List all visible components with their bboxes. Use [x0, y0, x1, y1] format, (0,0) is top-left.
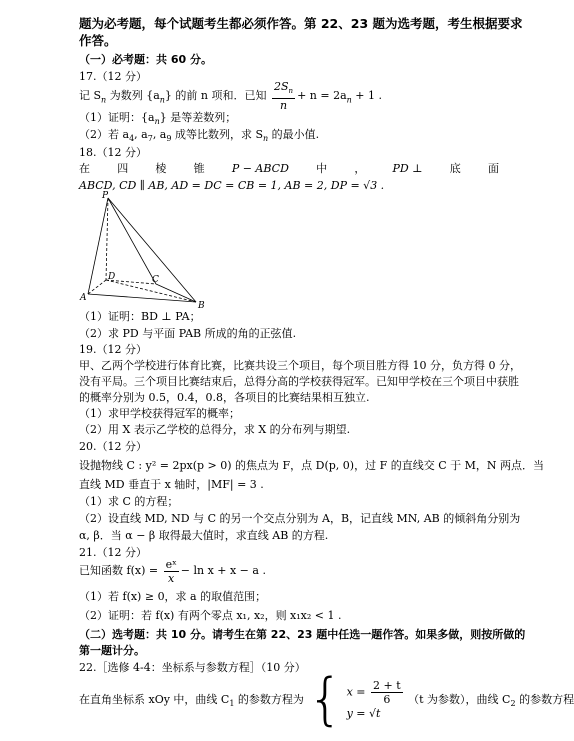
pyramid-figure [80, 190, 210, 311]
edge-pa [88, 198, 108, 294]
q21-part-1: （1）若 f(x) ≥ 0，求 a 的取值范围； [79, 590, 267, 603]
header-line-1: 题为必考题，每个试题考生都必须作答。第 22、23 题为选考题，考生根据要求 [79, 16, 523, 31]
q20-heading: 20.（12 分） [79, 440, 147, 453]
q20-stem-line-1: 设抛物线 C : y² = 2px(p > 0) 的焦点为 F，点 D(p, 0)，过 F 的直线交 C 于 M，N 两点．当 [79, 459, 544, 472]
q22-heading: 22.［选修 4-4：坐标系与参数方程］（10 分） [79, 661, 306, 674]
q19-heading: 19.（12 分） [79, 343, 147, 356]
system-brace: { [307, 667, 344, 732]
q18-part-2: （2）求 PD 与平面 PAB 所成的角的正弦值. [79, 327, 297, 340]
q20-part-2-line-2: α, β．当 α − β 取得最大值时，求直线 AB 的方程. [79, 529, 329, 542]
label-c: C [152, 275, 159, 285]
q21-stem: 已知函数 f(x) = $\frac{\text{eˣ}}{x}$ − ln x + x − a . [79, 557, 266, 585]
q19-stem-line-3: 的概率分别为 0.5，0.4，0.8，各项目的比赛结果相互独立. [79, 391, 370, 404]
section-optional-line-2: 第一题计分。 [79, 644, 145, 657]
q17-part-2: （2）若 $a_4$, $a_7$, $a_9$ 成等比数列，求 $S_n$ 的最小值. [79, 128, 320, 144]
header-line-2: 作答。 [79, 33, 117, 48]
q22-stem: 在直角坐标系 xOy 中，曲线 $C_1$ 的参数方程为 { x = $\frac{2 + t}{6}$ y = √t （t 为参数），曲线 $C_2$ 的参数方程 [79, 667, 574, 732]
q18-part-1: （1）证明：BD ⊥ PA； [79, 310, 201, 323]
q21-heading: 21.（12 分） [79, 546, 147, 559]
q19-stem-line-2: 没有平局。三个项目比赛结束后，总得分高的学校获得冠军。已知甲学校在三个项目中获胜 [79, 375, 519, 388]
label-a: A [80, 293, 87, 303]
q19-part-2: （2）用 X 表示乙学校的总得分，求 X 的分布列与期望. [79, 423, 351, 436]
q17-fraction: $\frac{2S_n}{n}$ [274, 80, 294, 113]
q20-part-1: （1）求 C 的方程； [79, 495, 179, 508]
q18-stem-line-2: ABCD, CD ∥ AB, AD = DC = CB = 1, AB = 2, DP = √3 . [79, 179, 385, 192]
label-b: B [198, 301, 205, 311]
section-required-title: （一）必考题：共 60 分。 [79, 53, 212, 66]
label-d: D [108, 272, 116, 282]
q17-heading: 17.（12 分） [79, 70, 147, 83]
q21-part-2: （2）证明：若 f(x) 有两个零点 x₁, x₂，则 x₁x₂ < 1 . [79, 609, 342, 622]
q18-stem-line-1: 在 四 棱 锥 P − ABCD 中 ， PD ⊥ 底 面 [79, 162, 499, 175]
q19-part-1: （1）求甲学校获得冠军的概率； [79, 407, 240, 420]
q20-part-2-line-1: （2）设直线 MD, ND 与 C 的另一个交点分别为 A，B，记直线 MN, AB 的倾斜角分别为 [79, 512, 521, 525]
edge-pd [106, 198, 108, 280]
parametric-system: x = $\frac{2 + t}{6}$ y = √t [346, 679, 401, 720]
section-optional-line-1: （二）选考题：共 10 分。请考生在第 22、23 题中任选一题作答。如果多做，则按所做的 [79, 628, 526, 641]
q17-stem: 记 $S_n$ 为数列 $\{a_n\}$ 的前 n 项和．已知 $\frac{2S_n}{n}$ + $n = 2a_n + 1$ . [79, 80, 382, 113]
q17-part-1: （1）证明：$\{a_n\}$ 是等差数列； [79, 111, 237, 127]
label-p: P [102, 191, 109, 201]
q21-fraction: $\frac{\text{eˣ}}{x}$ [165, 557, 177, 585]
edge-pb [108, 198, 196, 302]
q18-heading: 18.（12 分） [79, 146, 147, 159]
q19-stem-line-1: 甲、乙两个学校进行体育比赛，比赛共设三个项目，每个项目胜方得 10 分，负方得 0 分， [79, 359, 521, 372]
q20-stem-line-2: 直线 MD 垂直于 x 轴时，|MF| = 3 . [79, 478, 264, 491]
